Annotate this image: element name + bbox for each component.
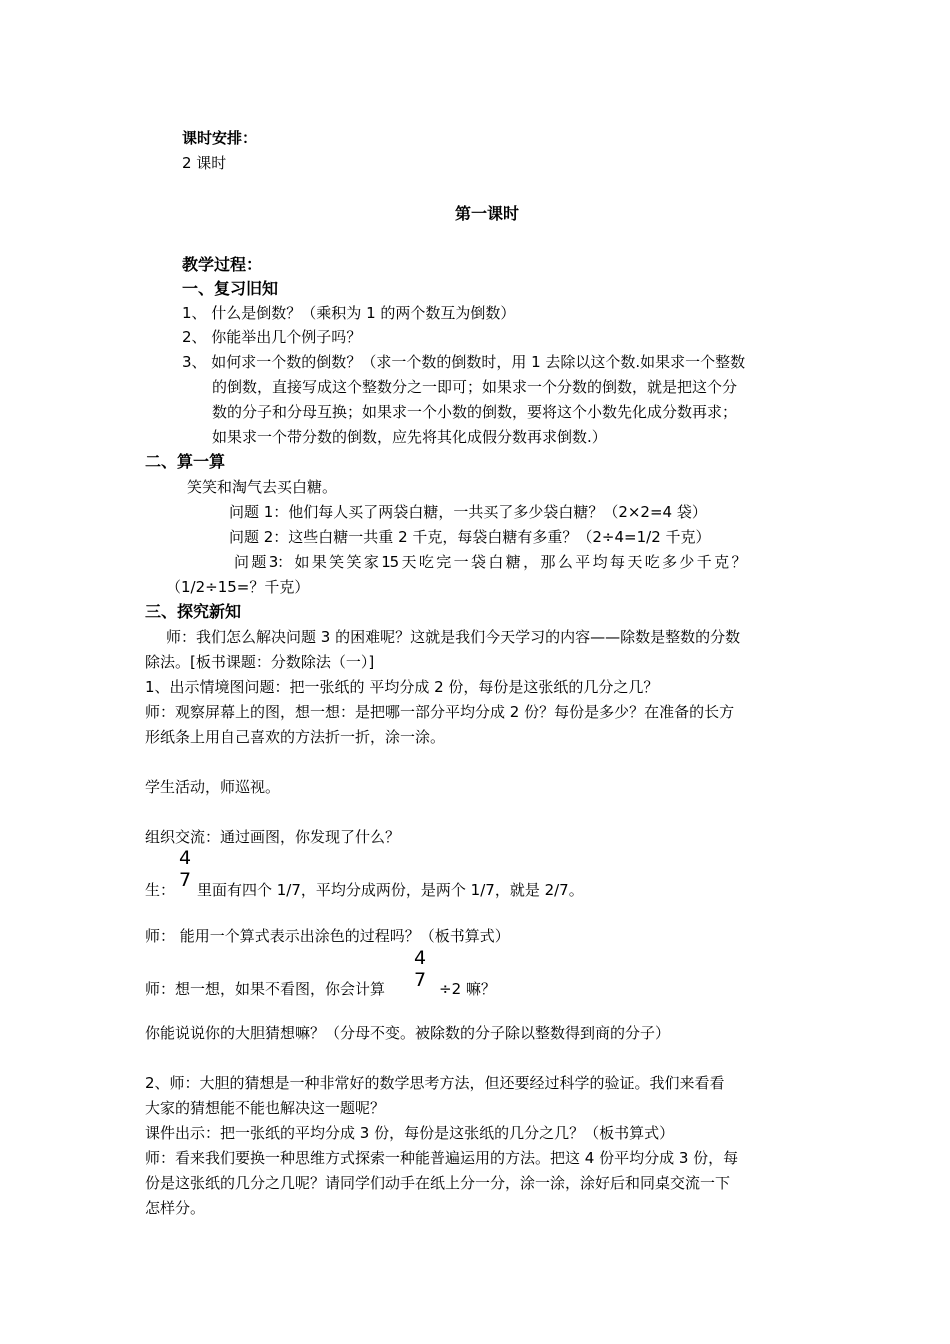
part3-para-3-cont: 形纸条上用自己喜欢的方法折一折，涂一涂。 bbox=[145, 728, 446, 746]
part3-para-3: 师：观察屏幕上的图，想一想：是把哪一部分平均分成 2 份？每份是多少？在准备的长方 bbox=[145, 703, 735, 721]
part1-item-2: 2、 你能举出几个例子吗？ bbox=[182, 328, 362, 346]
fraction-denominator: 7 bbox=[178, 869, 192, 891]
part2-question-1: 问题 1：他们每人买了两袋白糖，一共买了多少袋白糖？（2×2=4 袋） bbox=[229, 503, 707, 521]
part2-heading: 二、算一算 bbox=[145, 452, 226, 471]
part2-question-3: 问 题 3： 如 果 笑 笑 家 15 天 吃 完 一 袋 白 糖 ， 那 么 平 均 每 天 吃 多 少 千 克 ？ bbox=[234, 553, 746, 571]
part2-question-2: 问题 2：这些白糖一共重 2 千克，每袋白糖有多重？（2÷4=1/2 千克） bbox=[229, 528, 711, 546]
part3-para-5: 组织交流：通过画图，你发现了什么？ bbox=[145, 828, 401, 846]
part3-para-8-prefix: 师：想一想，如果不看图，你会计算 bbox=[145, 980, 386, 998]
fraction-four-sevenths bbox=[177, 848, 193, 890]
part3-para-7: 师： 能用一个算式表示出涂色的过程吗？（板书算式） bbox=[145, 927, 510, 945]
part1-item-3-cont-2: 数的分子和分母互换；如果求一个小数的倒数，要将这个小数先化成分数再求； bbox=[212, 403, 738, 421]
part2-intro: 笑笑和淘气去买白糖。 bbox=[187, 478, 338, 496]
section-title: 第一课时 bbox=[455, 204, 520, 223]
fraction-four-sevenths-2 bbox=[412, 948, 428, 990]
schedule-label: 课时安排： bbox=[182, 129, 258, 147]
part1-item-1: 1、 什么是倒数？（乘积为 1 的两个数互为倒数） bbox=[182, 304, 516, 322]
part3-para-2: 1、出示情境图问题：把一张纸的 平均分成 2 份，每份是这张纸的几分之几？ bbox=[145, 678, 659, 696]
fraction-numerator: 4 bbox=[178, 847, 192, 869]
part3-para-6: 里面有四个 1/7，平均分成两份，是两个 1/7，就是 2/7。 bbox=[197, 881, 584, 899]
part3-para-12-cont-1: 份是这张纸的几分之几呢？请同学们动手在纸上分一分，涂一涂，涂好后和同桌交流一下 bbox=[145, 1174, 731, 1192]
part3-para-10: 2、师：大胆的猜想是一种非常好的数学思考方法，但还要经过科学的验证。我们来看看 bbox=[145, 1074, 725, 1092]
part3-para-10-cont: 大家的猜想能不能也解决这一题呢？ bbox=[145, 1099, 386, 1117]
fraction-numerator-2: 4 bbox=[413, 947, 427, 969]
part3-para-12-cont-2: 怎样分。 bbox=[145, 1199, 206, 1217]
part1-item-3: 3、 如何求一个数的倒数？（求一个数的倒数时，用 1 去除以这个数.如果求一个整数 bbox=[182, 353, 746, 371]
part1-item-3-cont-3: 如果求一个带分数的倒数，应先将其化成假分数再求倒数.） bbox=[212, 428, 607, 446]
part3-para-8-rest: ÷2 嘛？ bbox=[439, 980, 496, 998]
part3-para-1-cont: 除法。[板书课题：分数除法（一）] bbox=[145, 653, 375, 671]
schedule-value: 2 课时 bbox=[182, 154, 227, 172]
part3-para-12: 师：看来我们要换一种思维方式探索一种能普遍运用的方法。把这 4 份平均分成 3 份，每 bbox=[145, 1149, 739, 1167]
part2-question-3-cont: （1/2÷15=？千克） bbox=[166, 578, 310, 596]
part1-heading: 一、复习旧知 bbox=[182, 279, 279, 298]
process-heading: 教学过程： bbox=[182, 255, 263, 274]
part3-heading: 三、探究新知 bbox=[145, 602, 242, 621]
part3-para-1: 师：我们怎么解决问题 3 的困难呢？这就是我们今天学习的内容——除数是整数的分数 bbox=[166, 628, 741, 646]
part3-para-6-prefix: 生： bbox=[145, 881, 176, 899]
part3-para-9: 你能说说你的大胆猜想嘛？（分母不变。被除数的分子除以整数得到商的分子） bbox=[145, 1024, 671, 1042]
part1-item-3-cont-1: 的倒数，直接写成这个整数分之一即可；如果求一个分数的倒数，就是把这个分 bbox=[212, 378, 738, 396]
part3-para-4: 学生活动，师巡视。 bbox=[145, 778, 281, 796]
fraction-denominator-2: 7 bbox=[413, 969, 427, 991]
part3-para-11: 课件出示：把一张纸的平均分成 3 份，每份是这张纸的几分之几？（板书算式） bbox=[145, 1124, 675, 1142]
